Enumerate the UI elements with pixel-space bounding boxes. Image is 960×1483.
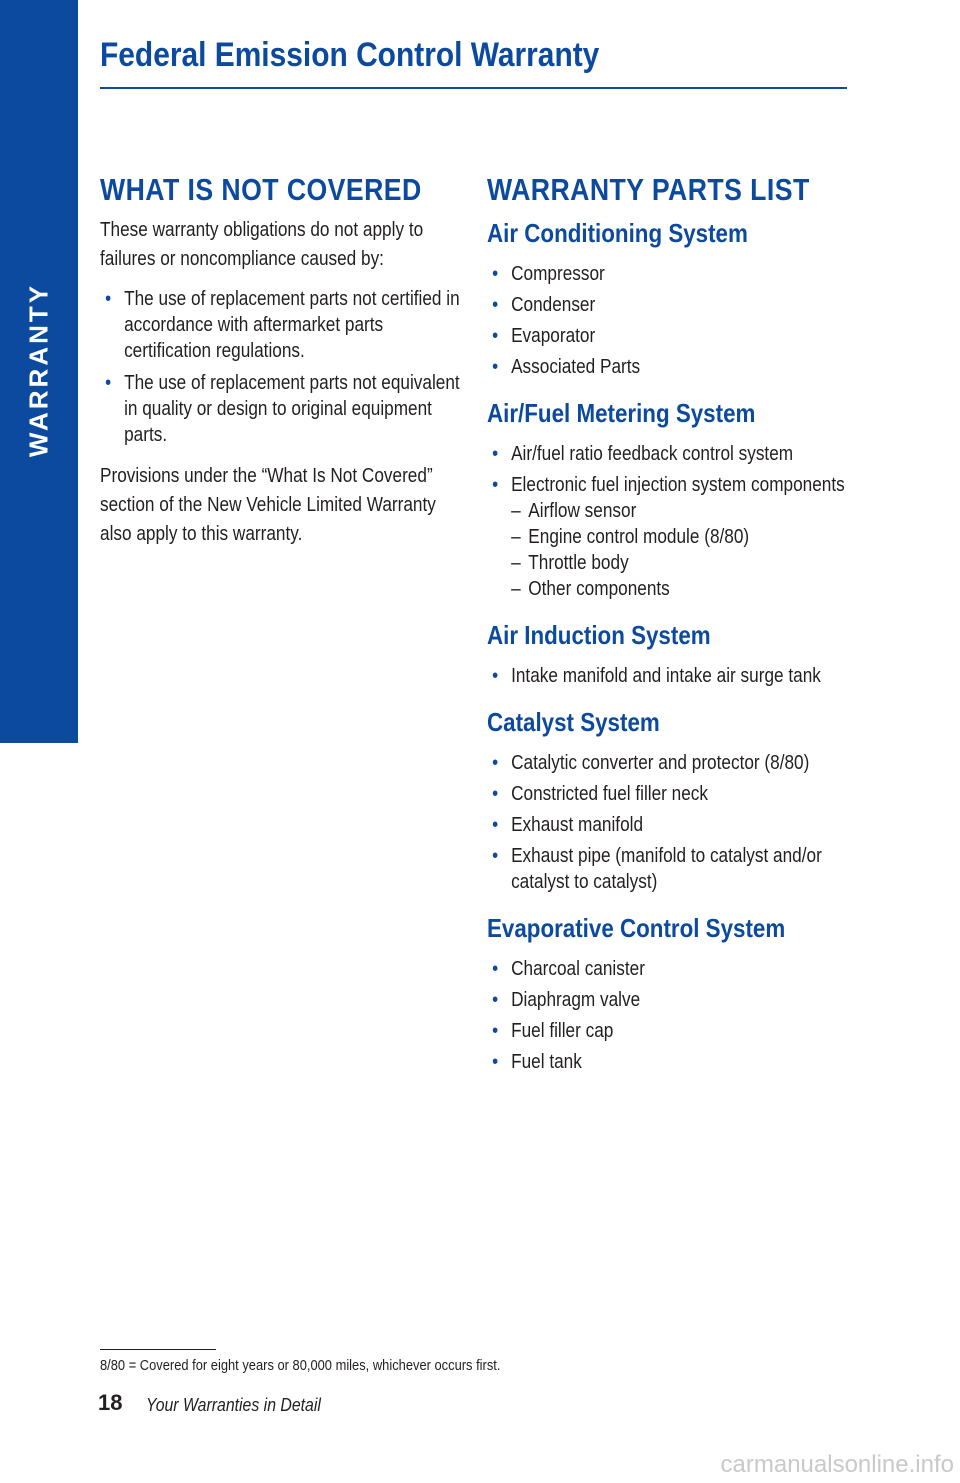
list-item	[487, 1049, 857, 1075]
section-list	[487, 750, 857, 895]
section-heading: Catalyst System	[487, 707, 660, 737]
bullet-icon: •	[492, 814, 499, 836]
list-item-text: Fuel tank	[511, 1051, 582, 1073]
sub-list-item	[511, 498, 857, 524]
section-heading: Air/Fuel Metering System	[487, 398, 756, 428]
bullet-icon: •	[492, 356, 499, 378]
list-item	[487, 292, 857, 318]
list-item-text: Compressor	[511, 263, 605, 285]
bullet-icon: •	[492, 443, 499, 465]
not-covered-provisions: Provisions under the “What Is Not Covered” section of the New Vehicle Limited Warranty also apply to this warranty.	[100, 465, 436, 545]
sub-list-item-text: Engine control module (8/80)	[528, 526, 750, 548]
list-item-text: The use of replacement parts not certified in accordance with aftermarket parts certification regulations.	[124, 288, 460, 362]
page-title: Federal Emission Control Warranty	[100, 36, 600, 74]
bullet-icon: •	[492, 474, 499, 496]
bullet-icon: •	[492, 294, 499, 316]
side-tab	[0, 0, 78, 743]
not-covered-heading: WHAT IS NOT COVERED	[100, 172, 422, 207]
list-item	[487, 987, 857, 1013]
bullet-icon: •	[492, 325, 499, 347]
list-item-text: Catalytic converter and protector (8/80)	[511, 752, 810, 774]
bullet-icon: •	[492, 263, 499, 285]
section-list	[487, 663, 857, 689]
dash-icon: –	[511, 526, 521, 548]
list-item-text: Electronic fuel injection system components	[511, 474, 845, 496]
sub-list-item	[511, 576, 857, 602]
not-covered-list	[100, 286, 470, 448]
bullet-icon: •	[492, 752, 499, 774]
bullet-icon: •	[492, 845, 499, 867]
bullet-icon: •	[105, 372, 112, 394]
footnote: 8/80 = Covered for eight years or 80,000 miles, whichever occurs first.	[100, 1357, 501, 1374]
page-footer-text: Your Warranties in Detail	[146, 1395, 321, 1415]
list-item-text: Exhaust pipe (manifold to catalyst and/or catalyst to catalyst)	[511, 845, 822, 893]
title-rule	[100, 87, 847, 89]
list-item	[487, 261, 857, 287]
list-item-text: Charcoal canister	[511, 958, 645, 980]
parts-list-column	[487, 172, 857, 1080]
bullet-icon: •	[492, 665, 499, 687]
list-item	[487, 843, 857, 895]
dash-icon: –	[511, 578, 521, 600]
parts-list-heading: WARRANTY PARTS LIST	[487, 172, 810, 207]
sub-list-item-text: Airflow sensor	[528, 500, 637, 522]
bullet-icon: •	[492, 989, 499, 1011]
not-covered-intro: These warranty obligations do not apply to failures or noncompliance caused by:	[100, 219, 424, 270]
sub-list-item	[511, 524, 857, 550]
dash-icon: –	[511, 500, 521, 522]
side-tab-label: WARRANTY	[23, 282, 54, 458]
list-item	[100, 370, 470, 448]
section-list	[487, 441, 857, 602]
dash-icon: –	[511, 552, 521, 574]
list-item	[487, 1018, 857, 1044]
list-item-text: Constricted fuel filler neck	[511, 783, 709, 805]
list-item-text: Air/fuel ratio feedback control system	[511, 443, 794, 465]
bullet-icon: •	[492, 1051, 499, 1073]
list-item	[487, 354, 857, 380]
sub-list-item	[511, 550, 857, 576]
sub-list-item-text: Throttle body	[528, 552, 629, 574]
list-item	[487, 663, 857, 689]
section-heading: Air Conditioning System	[487, 218, 748, 248]
sub-list	[511, 498, 857, 602]
list-item	[487, 472, 857, 602]
bullet-icon: •	[105, 288, 112, 310]
list-item-text: The use of replacement parts not equivalent in quality or design to original equipment parts.	[124, 372, 460, 446]
list-item-text: Fuel filler cap	[511, 1020, 614, 1042]
list-item-text: Associated Parts	[511, 356, 641, 378]
footnote-rule	[100, 1349, 216, 1350]
bullet-icon: •	[492, 958, 499, 980]
sub-list-item-text: Other components	[528, 578, 670, 600]
list-item	[100, 286, 470, 364]
bullet-icon: •	[492, 1020, 499, 1042]
not-covered-column	[100, 172, 460, 549]
list-item-text: Exhaust manifold	[511, 814, 644, 836]
list-item	[487, 956, 857, 982]
page-number: 18	[98, 1390, 123, 1415]
section-heading: Air Induction System	[487, 620, 711, 650]
list-item-text: Evaporator	[511, 325, 596, 347]
list-item-text: Diaphragm valve	[511, 989, 641, 1011]
section-list	[487, 956, 857, 1075]
list-item	[487, 441, 857, 467]
section-list	[487, 261, 857, 380]
list-item-text: Intake manifold and intake air surge tank	[511, 665, 821, 687]
list-item	[487, 781, 857, 807]
list-item	[487, 323, 857, 349]
list-item	[487, 812, 857, 838]
watermark: carmanualsonline.info	[720, 1451, 954, 1478]
list-item-text: Condenser	[511, 294, 596, 316]
bullet-icon: •	[492, 783, 499, 805]
list-item	[487, 750, 857, 776]
section-heading: Evaporative Control System	[487, 913, 786, 943]
